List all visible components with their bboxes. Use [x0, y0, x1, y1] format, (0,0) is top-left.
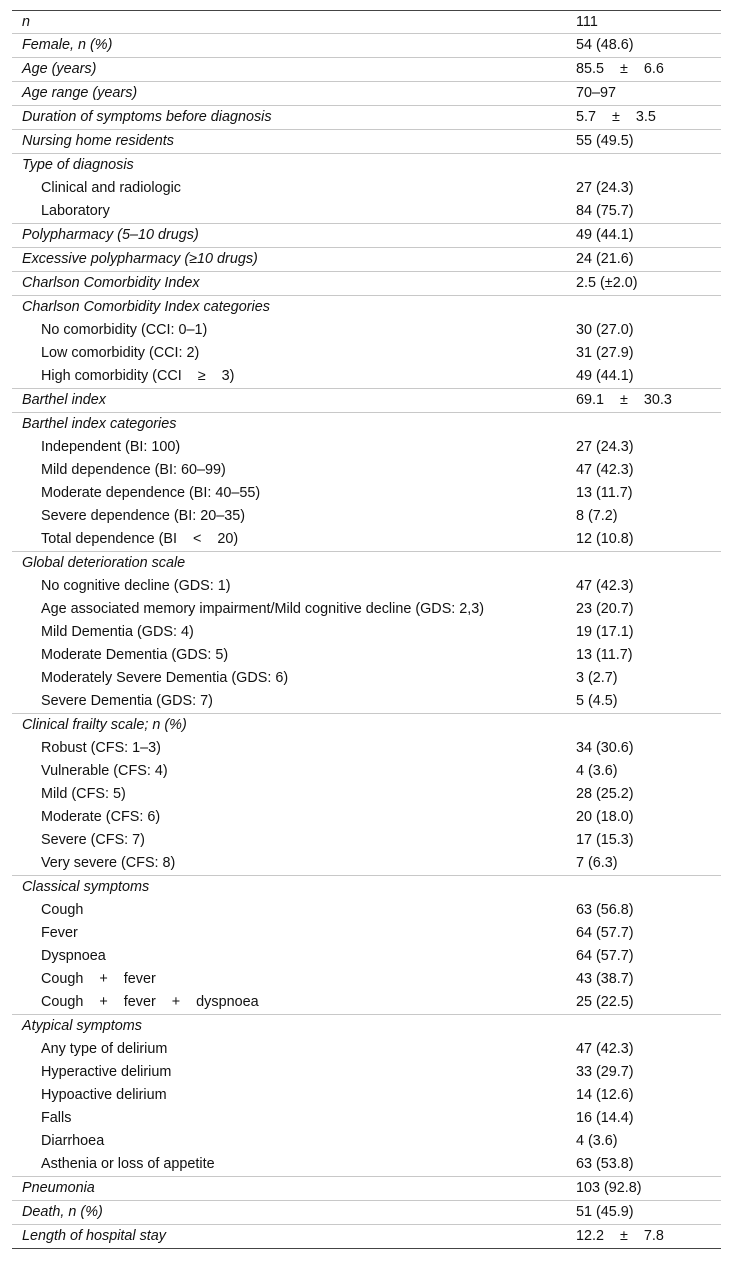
- table-row: [12, 319, 721, 342]
- table-row: [12, 1224, 721, 1248]
- row-sublabel: Fever: [41, 925, 78, 941]
- row-label: Type of diagnosis: [22, 157, 134, 173]
- table-row: [12, 388, 721, 412]
- row-value: 103 (92.8): [576, 1180, 642, 1196]
- table-row: [12, 81, 721, 105]
- table-row: [12, 551, 721, 575]
- row-label: Length of hospital stay: [22, 1228, 167, 1244]
- row-sublabel: Moderate dependence (BI: 40–55): [41, 485, 261, 501]
- row-value: 70–97: [576, 85, 617, 101]
- table-row: [12, 760, 721, 783]
- row-value: 12 (10.8): [576, 531, 634, 547]
- row-value: 28 (25.2): [576, 786, 634, 802]
- row-label: Barthel index: [22, 392, 106, 408]
- row-value: 43 (38.7): [576, 971, 634, 987]
- table-row: [12, 295, 721, 319]
- row-label: n: [22, 14, 31, 30]
- table-row: [12, 737, 721, 760]
- row-label: Barthel index categories: [22, 416, 177, 432]
- table-row: [12, 968, 721, 991]
- table-row: [12, 177, 721, 200]
- table-row: [12, 505, 721, 528]
- table-row: [12, 1200, 721, 1224]
- row-sublabel: Cough: [41, 902, 84, 918]
- table-row: [12, 713, 721, 737]
- row-sublabel: Age associated memory impairment/Mild cognitive decline (GDS: 2,3): [41, 601, 485, 617]
- row-sublabel: Laboratory: [41, 203, 110, 219]
- row-sublabel: Dyspnoea: [41, 948, 106, 964]
- row-value: 27 (24.3): [576, 180, 634, 196]
- row-sublabel: Moderate Dementia (GDS: 5): [41, 647, 229, 663]
- row-label: Global deterioration scale: [22, 555, 186, 571]
- table-row: [12, 200, 721, 223]
- row-sublabel: Hypoactive delirium: [41, 1087, 167, 1103]
- row-value: 13 (11.7): [576, 485, 633, 501]
- row-value: 16 (14.4): [576, 1110, 634, 1126]
- row-label: Classical symptoms: [22, 879, 150, 895]
- row-value: 69.1 ± 30.3: [576, 392, 672, 408]
- row-sublabel: Moderate (CFS: 6): [41, 809, 161, 825]
- row-value: 47 (42.3): [576, 1041, 634, 1057]
- row-value: 85.5 ± 6.6: [576, 61, 664, 77]
- row-value: 25 (22.5): [576, 994, 634, 1010]
- row-sublabel: No comorbidity (CCI: 0–1): [41, 322, 208, 338]
- row-sublabel: Mild (CFS: 5): [41, 786, 126, 802]
- table-row: [12, 365, 721, 388]
- row-value: 7 (6.3): [576, 855, 618, 871]
- row-value: 47 (42.3): [576, 462, 634, 478]
- row-label: Atypical symptoms: [22, 1018, 142, 1034]
- row-value: 2.5 (±2.0): [576, 275, 638, 291]
- row-label: Duration of symptoms before diagnosis: [22, 109, 272, 125]
- row-label: Clinical frailty scale; n (%): [22, 717, 187, 733]
- row-value: 64 (57.7): [576, 925, 634, 941]
- table-row: [12, 482, 721, 505]
- table-row: [12, 875, 721, 899]
- row-value: 111: [576, 14, 598, 30]
- row-label: Nursing home residents: [22, 133, 174, 149]
- row-value: 5 (4.5): [576, 693, 618, 709]
- row-value: 63 (56.8): [576, 902, 634, 918]
- row-label: Death, n (%): [22, 1204, 103, 1220]
- table-row: [12, 223, 721, 247]
- row-value: 63 (53.8): [576, 1156, 634, 1172]
- row-sublabel: Mild dependence (BI: 60–99): [41, 462, 226, 478]
- row-sublabel: Any type of delirium: [41, 1041, 168, 1057]
- table-row: [12, 11, 721, 33]
- table-row: [12, 621, 721, 644]
- row-sublabel: Robust (CFS: 1–3): [41, 740, 161, 756]
- row-sublabel: Hyperactive delirium: [41, 1064, 172, 1080]
- row-value: 51 (45.9): [576, 1204, 634, 1220]
- row-sublabel: Very severe (CFS: 8): [41, 855, 176, 871]
- row-sublabel: Asthenia or loss of appetite: [41, 1156, 215, 1172]
- row-value: 19 (17.1): [576, 624, 634, 640]
- row-value: 27 (24.3): [576, 439, 634, 455]
- row-label: Charlson Comorbidity Index: [22, 275, 200, 291]
- table-row: [12, 271, 721, 295]
- table-row: [12, 1084, 721, 1107]
- row-value: 3 (2.7): [576, 670, 618, 686]
- row-sublabel: Total dependence (BI < 20): [41, 531, 239, 547]
- table-row: [12, 598, 721, 621]
- row-label: Age range (years): [22, 85, 138, 101]
- row-sublabel: Cough + fever: [41, 971, 156, 987]
- table-row: [12, 690, 721, 713]
- row-label: Female, n (%): [22, 37, 113, 53]
- table-row: [12, 33, 721, 57]
- table-row: [12, 105, 721, 129]
- table-row: [12, 1038, 721, 1061]
- row-sublabel: Severe dependence (BI: 20–35): [41, 508, 246, 524]
- table-row: [12, 829, 721, 852]
- table-row: [12, 1130, 721, 1153]
- row-value: 30 (27.0): [576, 322, 634, 338]
- row-value: 31 (27.9): [576, 345, 634, 361]
- table-row: [12, 412, 721, 436]
- row-value: 23 (20.7): [576, 601, 634, 617]
- table-row: [12, 57, 721, 81]
- row-sublabel: Falls: [41, 1110, 72, 1126]
- row-value: 20 (18.0): [576, 809, 634, 825]
- table-row: [12, 528, 721, 551]
- row-sublabel: Severe Dementia (GDS: 7): [41, 693, 213, 709]
- table-row: [12, 459, 721, 482]
- row-label: Pneumonia: [22, 1180, 95, 1196]
- table-row: [12, 991, 721, 1014]
- table-row: [12, 667, 721, 690]
- table-row: [12, 247, 721, 271]
- row-value: 17 (15.3): [576, 832, 634, 848]
- row-value: 84 (75.7): [576, 203, 634, 219]
- row-value: 12.2 ± 7.8: [576, 1228, 664, 1244]
- row-label: Age (years): [22, 61, 97, 77]
- row-sublabel: Moderately Severe Dementia (GDS: 6): [41, 670, 289, 686]
- row-value: 49 (44.1): [576, 227, 634, 243]
- row-value: 8 (7.2): [576, 508, 618, 524]
- row-sublabel: Severe (CFS: 7): [41, 832, 145, 848]
- row-value: 24 (21.6): [576, 251, 634, 267]
- row-value: 49 (44.1): [576, 368, 634, 384]
- table-row: [12, 1176, 721, 1200]
- table-row: [12, 1061, 721, 1084]
- row-value: 64 (57.7): [576, 948, 634, 964]
- row-value: 33 (29.7): [576, 1064, 634, 1080]
- table-row: [12, 922, 721, 945]
- table-row: [12, 945, 721, 968]
- row-label: Excessive polypharmacy (≥10 drugs): [22, 251, 258, 267]
- row-sublabel: Cough + fever + dyspnoea: [41, 994, 259, 1010]
- table-row: [12, 899, 721, 922]
- row-sublabel: Clinical and radiologic: [41, 180, 181, 196]
- table-row: [12, 783, 721, 806]
- row-sublabel: No cognitive decline (GDS: 1): [41, 578, 231, 594]
- row-value: 5.7 ± 3.5: [576, 109, 656, 125]
- row-value: 14 (12.6): [576, 1087, 634, 1103]
- table-row: [12, 129, 721, 153]
- table-row: [12, 575, 721, 598]
- characteristics-table: [12, 10, 721, 1249]
- row-sublabel: Diarrhoea: [41, 1133, 105, 1149]
- table-row: [12, 1107, 721, 1130]
- table-row: [12, 644, 721, 667]
- table-row: [12, 1153, 721, 1176]
- table-row: [12, 852, 721, 875]
- row-sublabel: Mild Dementia (GDS: 4): [41, 624, 194, 640]
- row-value: 54 (48.6): [576, 37, 634, 53]
- row-sublabel: Independent (BI: 100): [41, 439, 181, 455]
- row-label: Charlson Comorbidity Index categories: [22, 299, 270, 315]
- row-value: 13 (11.7): [576, 647, 633, 663]
- table-row: [12, 153, 721, 177]
- row-sublabel: High comorbidity (CCI ≥ 3): [41, 368, 235, 384]
- table-row: [12, 436, 721, 459]
- row-value: 4 (3.6): [576, 763, 618, 779]
- row-value: 4 (3.6): [576, 1133, 618, 1149]
- table-row: [12, 806, 721, 829]
- row-sublabel: Low comorbidity (CCI: 2): [41, 345, 200, 361]
- row-sublabel: Vulnerable (CFS: 4): [41, 763, 168, 779]
- table-row: [12, 342, 721, 365]
- table-row: [12, 1014, 721, 1038]
- row-value: 55 (49.5): [576, 133, 634, 149]
- row-label: Polypharmacy (5–10 drugs): [22, 227, 199, 243]
- row-value: 47 (42.3): [576, 578, 634, 594]
- row-value: 34 (30.6): [576, 740, 634, 756]
